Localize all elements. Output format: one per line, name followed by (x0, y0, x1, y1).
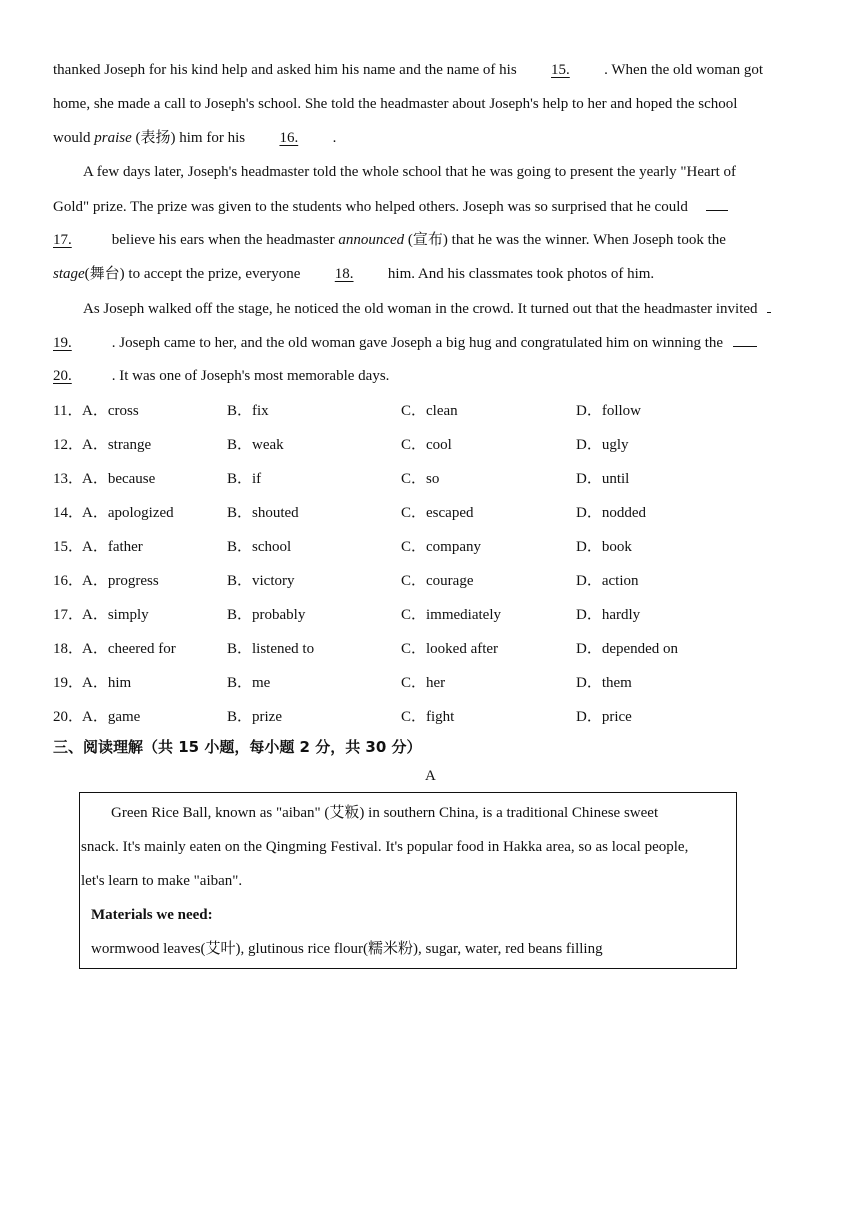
passage-line-3 (53, 128, 336, 148)
question-number: 19． (53, 675, 84, 691)
materials-heading: Materials we need: (91, 907, 213, 923)
question-number: 11． (53, 403, 83, 419)
passage-line-9 (53, 332, 757, 353)
option-b[interactable]: B．me (227, 675, 271, 691)
glossed-word: stage (53, 266, 85, 282)
passage-text: would (53, 130, 91, 146)
blank-number: 15. (551, 62, 570, 78)
option-c[interactable]: C．company (401, 539, 481, 555)
question-number: 13． (53, 471, 84, 487)
passage-text: . It was one of Joseph's most memorable days. (111, 368, 390, 384)
option-c[interactable]: C．so (401, 471, 440, 487)
answer-blank-15[interactable] (520, 60, 600, 80)
option-b[interactable]: B．if (227, 471, 262, 487)
option-d[interactable]: D．book (576, 539, 632, 555)
question-12-options (53, 435, 833, 455)
question-19-options (53, 673, 833, 693)
question-17-options (53, 605, 833, 625)
question-11-options (53, 401, 833, 421)
option-b[interactable]: B．fix (227, 403, 269, 419)
option-d[interactable]: D．follow (576, 403, 641, 419)
passage-line-6 (53, 230, 726, 250)
option-b[interactable]: B．victory (227, 573, 295, 589)
question-number: 17． (53, 607, 84, 623)
passage-text: . When the old woman got (604, 62, 764, 78)
glossed-word: announced (338, 232, 405, 248)
glossed-word: praise (94, 130, 132, 146)
option-c[interactable]: C．immediately (401, 607, 501, 623)
materials-list: wormwood leaves(艾叶), glutinous rice flour(糯米粉), sugar, water, red beans filling (91, 941, 603, 957)
option-b[interactable]: B．prize (227, 709, 282, 725)
passage-text: believe his ears when the headmaster (111, 232, 335, 248)
blank-number: 17. (53, 232, 72, 248)
passage-text: (宣布) that he was the winner. When Joseph took the (407, 232, 726, 248)
answer-blank-19[interactable] (53, 333, 108, 353)
blank-underline (706, 196, 728, 211)
option-d[interactable]: D．action (576, 573, 639, 589)
question-20-options (53, 707, 833, 727)
passage-text: . (332, 130, 337, 146)
option-d[interactable]: D．depended on (576, 641, 679, 657)
blank-underline (733, 332, 757, 347)
blank-number: 20. (53, 368, 72, 384)
passage-line-8 (83, 298, 771, 319)
passage-line-2 (53, 94, 737, 114)
answer-blank-18[interactable] (304, 264, 384, 284)
question-13-options (53, 469, 833, 489)
option-a[interactable]: A．because (82, 471, 156, 487)
reading-passage-box (79, 792, 737, 969)
option-b[interactable]: B．probably (227, 607, 306, 623)
option-b[interactable]: B．school (227, 539, 292, 555)
box-line-3: let's learn to make "aiban". (81, 873, 243, 889)
question-16-options (53, 571, 833, 591)
option-c[interactable]: C．clean (401, 403, 458, 419)
option-a[interactable]: A．strange (82, 437, 152, 453)
option-a[interactable]: A．cheered for (82, 641, 176, 657)
passage-text: home, she made a call to Joseph's school. She told the headmaster about Joseph's help to her and hoped the school (53, 96, 738, 112)
answer-blank-17[interactable] (53, 230, 108, 250)
option-b[interactable]: B．weak (227, 437, 284, 453)
blank-underline (767, 298, 771, 313)
option-d[interactable]: D．ugly (576, 437, 629, 453)
passage-text: A few days later, Joseph's headmaster told the whole school that he was going to present the yearly "Heart of (83, 164, 737, 180)
passage-text: (舞台) to accept the prize, everyone (84, 266, 301, 282)
option-a[interactable]: A．father (82, 539, 143, 555)
option-b[interactable]: B．listened to (227, 641, 315, 657)
option-c[interactable]: C．courage (401, 573, 474, 589)
box-line-1: Green Rice Ball, known as "aiban" (艾粄) in southern China, is a traditional Chinese sweet (111, 805, 659, 821)
answer-blank-20[interactable] (53, 366, 108, 386)
passage-text: Gold" prize. The prize was given to the students who helped others. Joseph was so surprised that he could (53, 199, 688, 215)
question-15-options (53, 537, 833, 557)
section-heading: 三、阅读理解（共 15 小题，每小题 2 分，共 30 分） (53, 738, 422, 756)
option-a[interactable]: A．game (82, 709, 141, 725)
passage-text: him. And his classmates took photos of him. (387, 266, 655, 282)
passage-line-10 (53, 366, 389, 386)
option-d[interactable]: D．price (576, 709, 632, 725)
passage-line-1 (53, 60, 763, 80)
passage-text: thanked Joseph for his kind help and asked him his name and the name of his (53, 62, 517, 78)
option-c[interactable]: C．her (401, 675, 446, 691)
option-d[interactable]: D．them (576, 675, 632, 691)
option-d[interactable]: D．until (576, 471, 630, 487)
option-c[interactable]: C．cool (401, 437, 452, 453)
question-14-options (53, 503, 833, 523)
option-a[interactable]: A．simply (82, 607, 149, 623)
option-a[interactable]: A．progress (82, 573, 159, 589)
option-c[interactable]: C．escaped (401, 505, 474, 521)
question-18-options (53, 639, 833, 659)
box-line-2: snack. It's mainly eaten on the Qingming Festival. It's popular food in Hakka area, so as local people, (81, 839, 689, 855)
option-a[interactable]: A．apologized (82, 505, 174, 521)
question-number: 16． (53, 573, 84, 589)
passage-text: (表扬) him for his (135, 130, 246, 146)
question-number: 18． (53, 641, 84, 657)
answer-blank-16[interactable] (249, 128, 329, 148)
option-c[interactable]: C．fight (401, 709, 455, 725)
blank-number: 16. (279, 130, 299, 146)
option-c[interactable]: C．looked after (401, 641, 499, 657)
passage-text: . Joseph came to her, and the old woman gave Joseph a big hug and congratulated him on winning the (111, 335, 724, 351)
passage-line-5 (53, 196, 728, 217)
passage-text: As Joseph walked off the stage, he noticed the old woman in the crowd. It turned out that the headmaster invited (83, 301, 758, 317)
option-a[interactable]: A．cross (82, 403, 139, 419)
blank-number: 19. (53, 335, 72, 351)
question-number: 15． (53, 539, 84, 555)
option-a[interactable]: A．him (82, 675, 132, 691)
option-b[interactable]: B．shouted (227, 505, 299, 521)
passage-line-7 (53, 264, 654, 284)
option-d[interactable]: D．nodded (576, 505, 646, 521)
passage-letter: A (425, 768, 436, 784)
question-number: 12． (53, 437, 84, 453)
question-number: 14． (53, 505, 84, 521)
passage-line-4 (83, 162, 736, 182)
blank-number: 18. (334, 266, 354, 282)
question-number: 20． (53, 709, 84, 725)
option-d[interactable]: D．hardly (576, 607, 641, 623)
